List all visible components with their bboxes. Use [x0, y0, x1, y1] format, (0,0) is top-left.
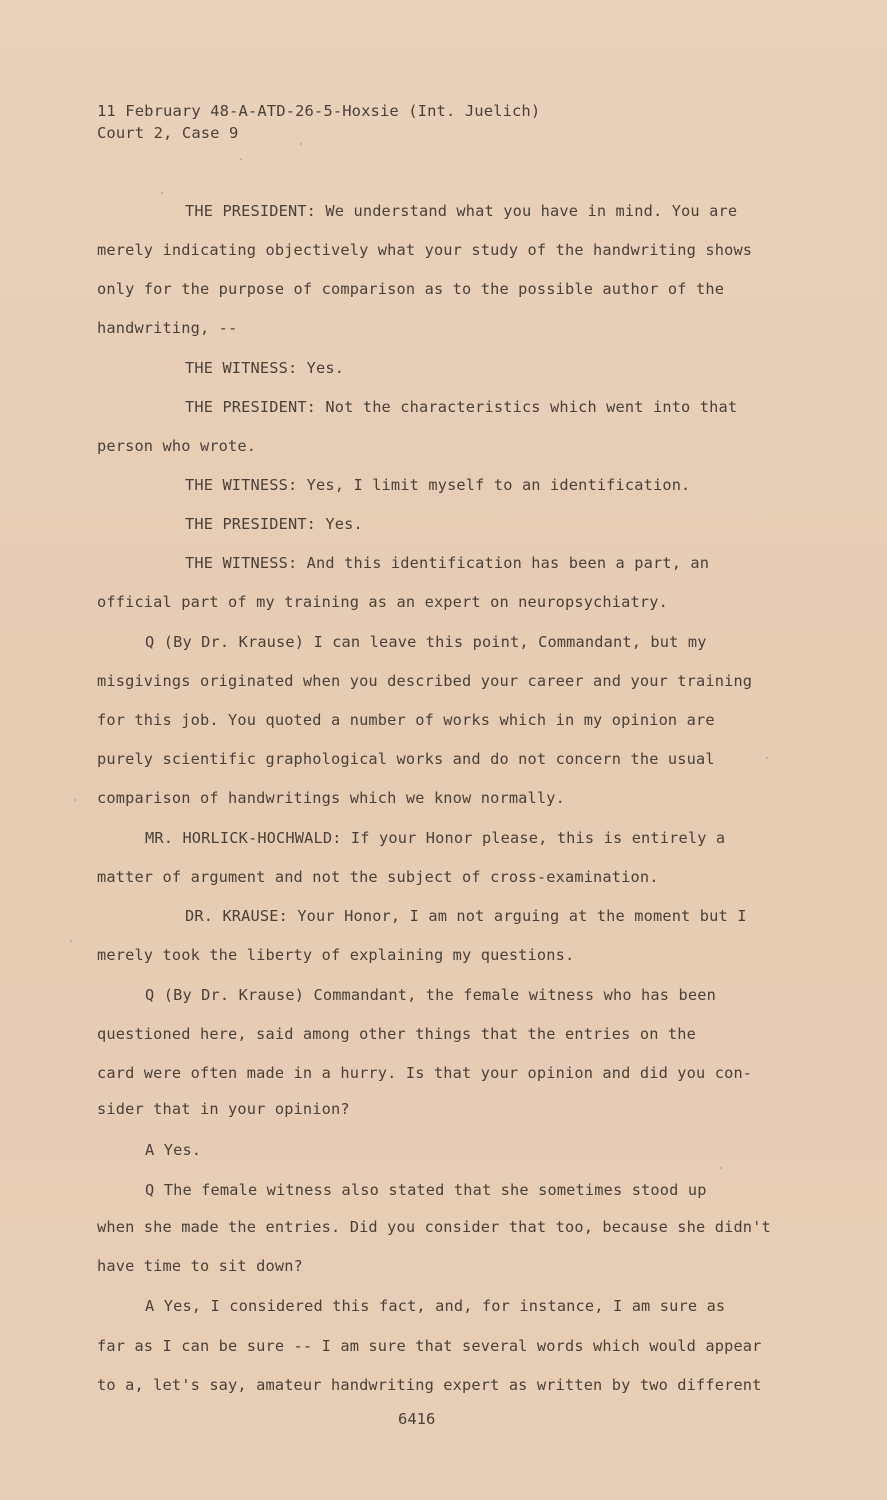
transcript-line: THE WITNESS: Yes. [185, 359, 345, 377]
transcript-line: comparison of handwritings which we know normally. [97, 789, 565, 807]
transcript-line: Q The female witness also stated that she sometimes stood up [145, 1181, 707, 1199]
transcript-line: merely indicating objectively what your study of the handwriting shows [97, 241, 753, 259]
document-header [97, 100, 540, 144]
transcript-line: merely took the liberty of explaining my questions. [97, 946, 575, 964]
transcript-line: THE PRESIDENT: Not the characteristics which went into that [185, 398, 738, 416]
transcript-line: A Yes. [145, 1141, 202, 1159]
paper-speck [74, 799, 76, 801]
transcript-line: matter of argument and not the subject of cross-examination. [97, 868, 659, 886]
transcript-line: MR. HORLICK-HOCHWALD: If your Honor please, this is entirely a [145, 829, 726, 847]
transcript-line: Q (By Dr. Krause) I can leave this point, Commandant, but my [145, 633, 707, 651]
paper-speck [240, 158, 242, 160]
transcript-line: to a, let's say, amateur handwriting expert as written by two different [97, 1376, 762, 1394]
transcript-line: misgivings originated when you described your career and your training [97, 672, 753, 690]
transcript-line: card were often made in a hurry. Is that your opinion and did you con- [97, 1064, 753, 1082]
transcript-line: only for the purpose of comparison as to the possible author of the [97, 280, 725, 298]
transcript-line: Q (By Dr. Krause) Commandant, the female witness who has been [145, 986, 716, 1004]
transcript-line: A Yes, I considered this fact, and, for instance, I am sure as [145, 1297, 726, 1315]
transcript-line: handwriting, -- [97, 319, 238, 337]
transcript-line: far as I can be sure -- I am sure that several words which would appear [97, 1337, 762, 1355]
page-number: 6416 [398, 1410, 436, 1428]
transcript-line: when she made the entries. Did you consider that too, because she didn't [97, 1218, 771, 1236]
transcript-line: THE PRESIDENT: We understand what you have in mind. You are [185, 202, 738, 220]
header-line-date-reference: 11 February 48-A-ATD-26-5-Hoxsie (Int. Juelich) [97, 102, 541, 120]
transcript-line: sider that in your opinion? [97, 1100, 350, 1118]
paper-speck [70, 940, 72, 942]
paper-speck [300, 143, 302, 145]
paper-speck [161, 192, 163, 194]
transcript-line: have time to sit down? [97, 1257, 303, 1275]
transcript-line: DR. KRAUSE: Your Honor, I am not arguing at the moment but I [185, 907, 747, 925]
paper-speck [720, 1167, 722, 1169]
transcript-line: official part of my training as an expert on neuropsychiatry. [97, 593, 668, 611]
transcript-line: THE PRESIDENT: Yes. [185, 515, 363, 533]
transcript-line: THE WITNESS: Yes, I limit myself to an identification. [185, 476, 691, 494]
header-line-court-case: Court 2, Case 9 [97, 124, 239, 142]
transcript-line: questioned here, said among other things that the entries on the [97, 1025, 697, 1043]
transcript-line: person who wrote. [97, 437, 257, 455]
transcript-line: purely scientific graphological works and do not concern the usual [97, 750, 715, 768]
transcript-line: THE WITNESS: And this identification has been a part, an [185, 554, 710, 572]
transcript-line: for this job. You quoted a number of works which in my opinion are [97, 711, 715, 729]
paper-speck [766, 757, 768, 759]
